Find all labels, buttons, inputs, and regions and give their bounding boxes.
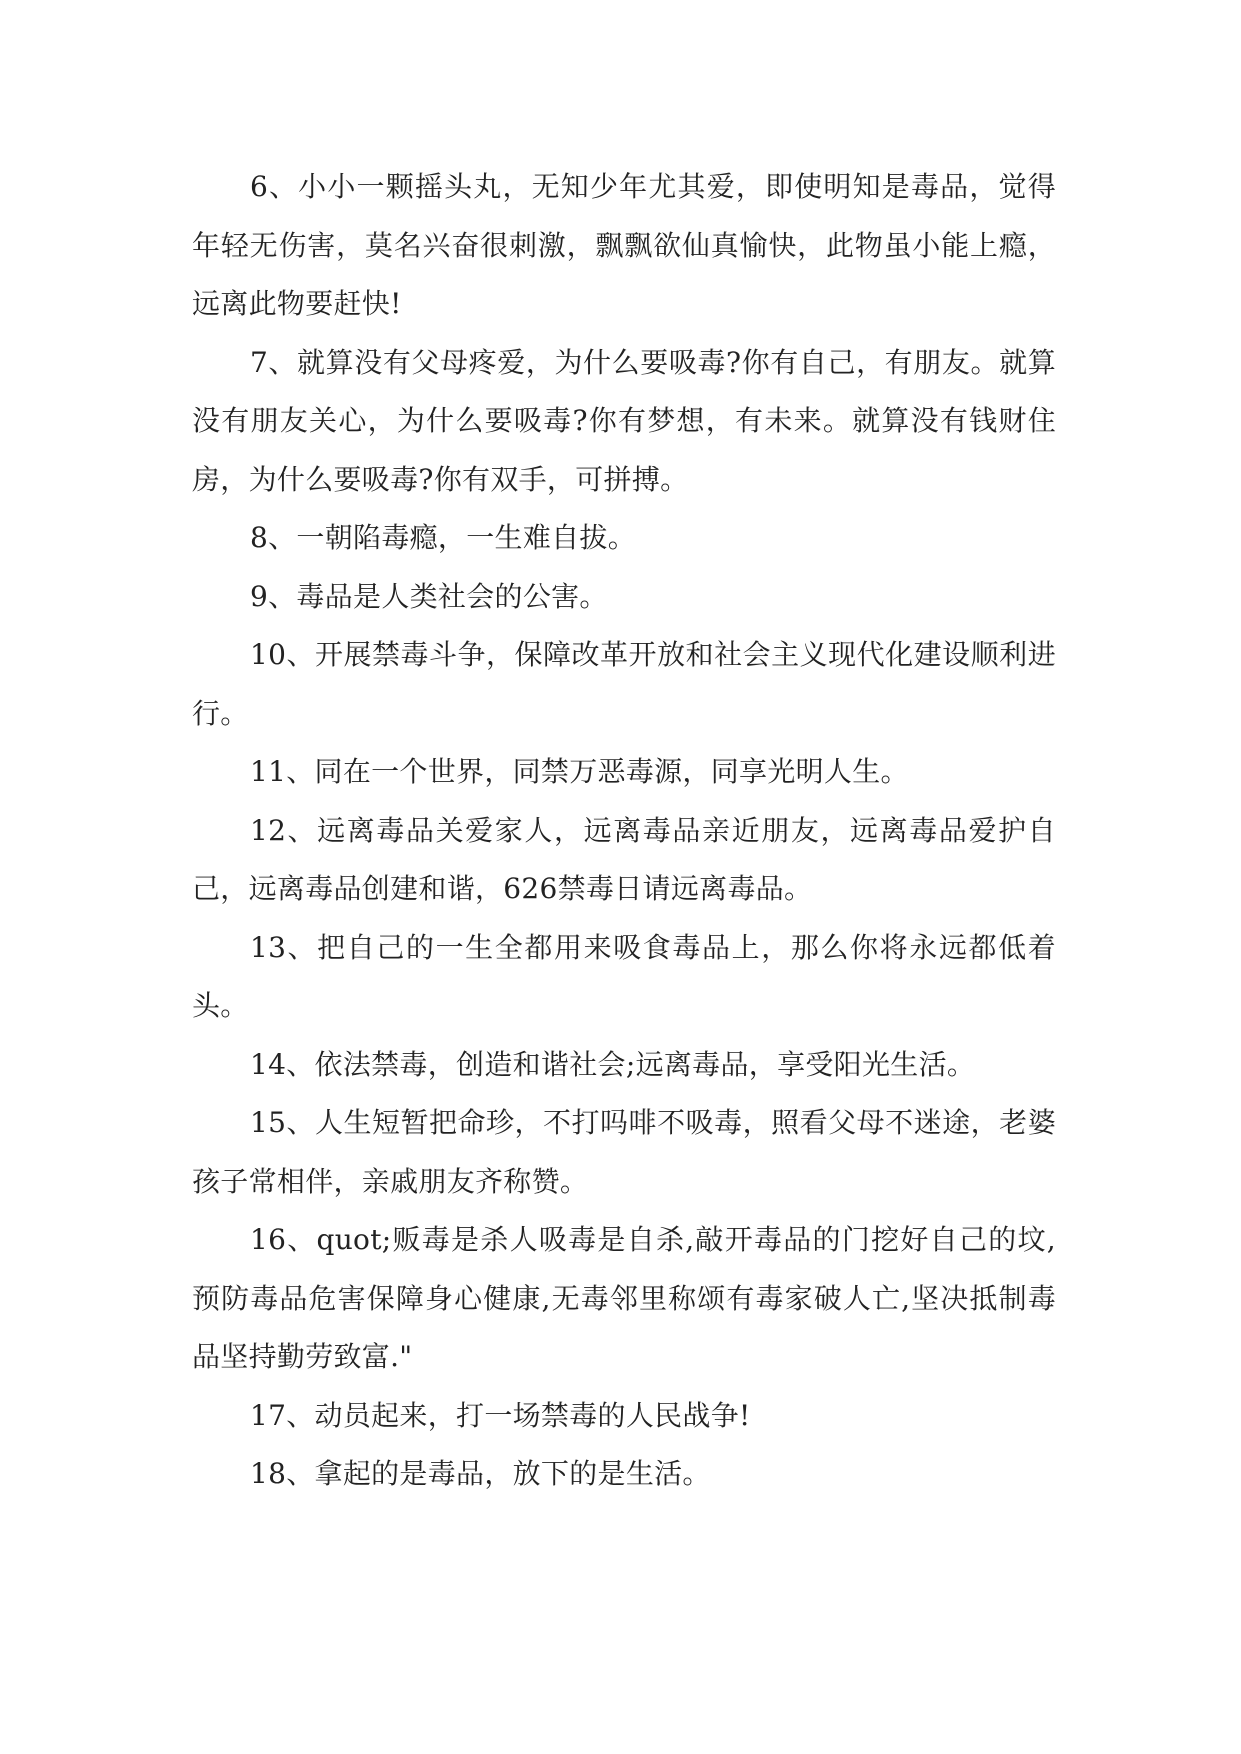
paragraph-15: 15、人生短暂把命珍，不打吗啡不吸毒，照看父母不迷途，老婆孩子常相伴，亲戚朋友齐称赞。 bbox=[192, 1106, 1056, 1198]
paragraph-10: 10、开展禁毒斗争，保障改革开放和社会主义现代化建设顺利进行。 bbox=[192, 638, 1056, 730]
paragraph-16: 16、quot;贩毒是杀人吸毒是自杀,敲开毒品的门挖好自己的坟,预防毒品危害保障身心健康,无毒邻里称颂有毒家破人亡,坚决抵制毒品坚持勤劳致富." bbox=[192, 1223, 1056, 1373]
paragraph-11: 11、同在一个世界，同禁万恶毒源，同享光明人生。 bbox=[250, 755, 909, 788]
paragraph-18: 18、拿起的是毒品，放下的是生活。 bbox=[250, 1457, 711, 1490]
paragraph-13: 13、把自己的一生全都用来吸食毒品上，那么你将永远都低着头。 bbox=[192, 930, 1056, 1022]
paragraph-14: 14、依法禁毒，创造和谐社会;远离毒品，享受阳光生活。 bbox=[250, 1047, 976, 1081]
document-body bbox=[192, 158, 1056, 1504]
paragraph-7: 7、就算没有父母疼爱，为什么要吸毒?你有自己，有朋友。就算没有朋友关心，为什么要吸毒?你有梦想，有未来。就算没有钱财住房，为什么要吸毒?你有双手，可拼搏。 bbox=[192, 345, 1056, 496]
paragraph-12: 12、远离毒品关爱家人，远离毒品亲近朋友，远离毒品爱护自己，远离毒品创建和谐，626禁毒日请远离毒品。 bbox=[192, 813, 1056, 905]
paragraph-9: 9、毒品是人类社会的公害。 bbox=[250, 579, 608, 613]
paragraph-8: 8、一朝陷毒瘾，一生难自拔。 bbox=[250, 521, 637, 554]
paragraph-17: 17、动员起来，打一场禁毒的人民战争! bbox=[250, 1398, 751, 1432]
paragraph-6: 6、小小一颗摇头丸，无知少年尤其爱，即使明知是毒品，觉得年轻无伤害，莫名兴奋很刺激，飘飘欲仙真愉快，此物虽小能上瘾，远离此物要赶快! bbox=[192, 170, 1056, 320]
